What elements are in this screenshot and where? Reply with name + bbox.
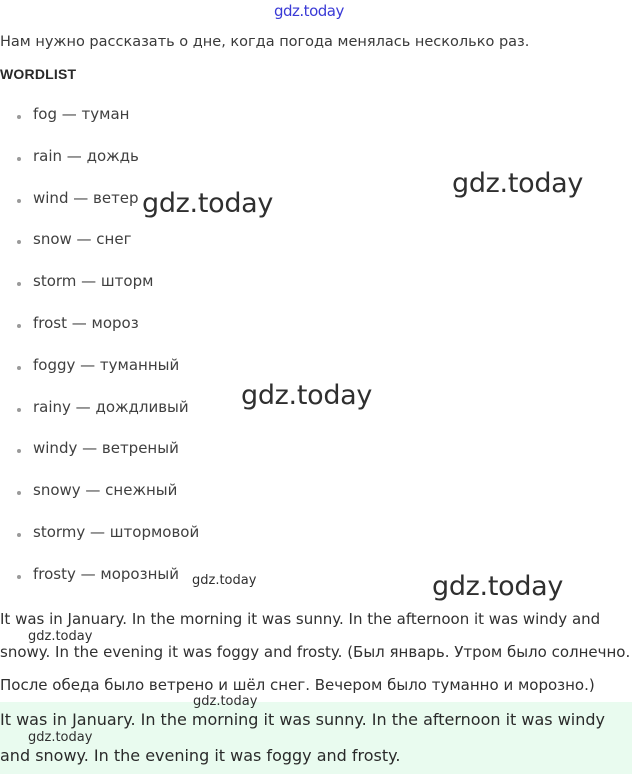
list-item-text: fog — туман [33,105,130,123]
list-item-text: rainy — дождливый [33,397,189,416]
list-item [0,356,199,398]
bullet-icon [17,575,21,579]
bullet-icon [17,491,21,495]
list-item [0,105,199,147]
watermark: gdz.today [452,168,584,199]
bullet-icon [17,324,21,328]
list-item-text: foggy — туманный [33,355,180,374]
list-item [0,523,199,565]
answer-box [0,702,632,774]
watermark: gdz.today [192,573,257,588]
list-item-text: rain — дождь [33,146,139,165]
list-item [0,481,199,523]
watermark: gdz.today [241,380,373,411]
wordlist [0,105,199,607]
list-item [0,565,199,607]
list-item [0,314,199,356]
list-item [0,272,199,314]
list-item-text: stormy — штормовой [33,522,200,541]
text-line: snowy. In the evening it was foggy and frosty. (Был январь. Утром было солнечно. [0,643,631,661]
intro-text: Нам нужно рассказать о дне, когда погода менялась несколько раз. [0,34,530,50]
list-item-text: storm — шторм [33,272,154,291]
bullet-icon [17,533,21,537]
list-item-text: wind — ветер [33,188,139,207]
list-item-text: frosty — морозный [33,564,179,583]
bullet-icon [17,366,21,370]
watermark: gdz.today [28,730,93,745]
list-item-text: snowy — снежный [33,481,178,500]
watermark: gdz.today [432,571,564,602]
bullet-icon [17,115,21,119]
text-line: После обеда было ветрено и шёл снег. Вечером было туманно и морозно.) [0,676,595,694]
bullet-icon [17,449,21,453]
watermark: gdz.today [28,629,93,644]
watermark: gdz.today [193,694,258,709]
bullet-icon [17,157,21,161]
bullet-icon [17,240,21,244]
list-item-text: windy — ветреный [33,439,179,458]
answer-line: and snowy. In the evening it was foggy and frosty. [0,746,401,765]
bullet-icon [17,408,21,412]
list-item-text: frost — мороз [33,313,139,332]
bullet-icon [17,199,21,203]
bullet-icon [17,282,21,286]
wordlist-heading: WORDLIST [0,66,77,82]
list-item-text: snow — снег [33,230,132,249]
list-item [0,230,199,272]
list-item [0,439,199,481]
list-item [0,147,199,189]
list-item [0,398,199,440]
watermark: gdz.today [142,188,274,219]
top-watermark: gdz.today [274,2,344,20]
answer-line: It was in January. In the morning it was sunny. In the afternoon it was windy [0,710,605,729]
text-line: It was in January. In the morning it was sunny. In the afternoon it was windy and [0,610,601,628]
